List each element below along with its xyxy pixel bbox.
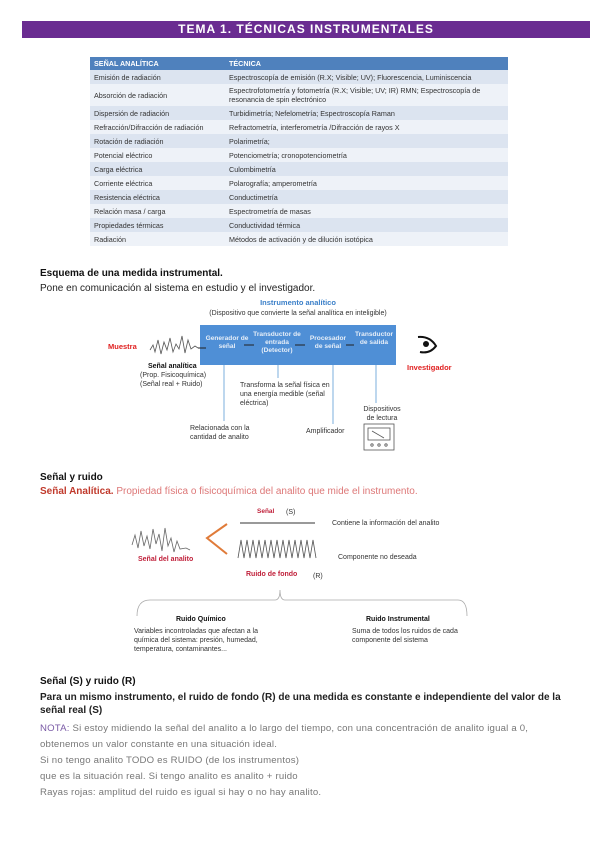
signal-cell: Dispersión de radiación [90, 106, 225, 120]
technique-cell: Polarografía; amperometría [225, 176, 508, 190]
section-title: Esquema de una medida instrumental. [40, 268, 223, 279]
technique-cell: Refractometría, interferometría /Difracción de rayos X [225, 120, 508, 134]
note-transduce: Transforma la señal física en una energía medible (señal eléctrica) [240, 382, 330, 407]
signal-cell: Absorción de radiación [90, 84, 225, 106]
signal-cell: Relación masa / carga [90, 204, 225, 218]
brace [137, 590, 467, 616]
instrument-title: Instrumento analítico [260, 298, 336, 307]
signal-sub1: (Prop. Fisicoquímica) [140, 372, 207, 379]
signal-cell: Carga eléctrica [90, 162, 225, 176]
signal-cell: Rotación de radiación [90, 134, 225, 148]
analito-label: Señal del analito [138, 556, 194, 563]
lead-label: Señal Analítica. [40, 486, 114, 497]
table-header: TÉCNICA [225, 57, 508, 70]
muestra-label: Muestra [108, 342, 137, 351]
senal-s: (S) [286, 509, 296, 516]
inst-noise-title: Ruido Instrumental [366, 616, 430, 623]
signal-cell: Potencial eléctrico [90, 148, 225, 162]
signal-label: Señal analítica [148, 363, 197, 370]
nota-line: Rayas rojas: amplitud del ruido es igual si hay o no hay analito. [40, 787, 322, 798]
note-generator: Relacionada con la cantidad de analito [190, 425, 250, 441]
technique-cell: Métodos de activación y de dilución isotópica [225, 232, 508, 246]
signal-cell: Resistencia eléctrica [90, 190, 225, 204]
noise-wave [238, 540, 316, 558]
section-text: Para un mismo instrumento, el ruido de fondo (R) de una medida es constante e independiente del valor de la señal real (S) [40, 692, 561, 716]
nota-line: que es la situación real. Si tengo analito es analito + ruido [40, 771, 298, 782]
ruido-label: Ruido de fondo [246, 571, 298, 578]
technique-cell: Culombimetría [225, 162, 508, 176]
chem-noise-title: Ruido Químico [176, 616, 226, 623]
topic-banner: TEMA 1. TÉCNICAS INSTRUMENTALES [22, 21, 590, 38]
nota-block [40, 721, 580, 801]
technique-cell: Turbidimetría; Nefelometría; Espectroscopía Raman [225, 106, 508, 120]
technique-cell: Espectrofotometría y fotometría (R.X; Visible; UV; IR) RMN; Espectroscopía de resonancia de spin electrónico [225, 84, 508, 106]
technique-cell: Espectrometría de masas [225, 204, 508, 218]
signal-cell: Radiación [90, 232, 225, 246]
analyte-wave [132, 528, 190, 552]
nota-line: Si no tengo analito TODO es RUIDO (de los instrumentos) [40, 755, 300, 766]
ruido-desc: Componente no deseada [338, 554, 417, 561]
technique-cell: Conductividad térmica [225, 218, 508, 232]
signal-cell: Refracción/Difracción de radiación [90, 120, 225, 134]
signal-cell: Corriente eléctrica [90, 176, 225, 190]
signal-cell: Emisión de radiación [90, 70, 225, 84]
technique-cell: Polarimetría; [225, 134, 508, 148]
investigador-label: Investigador [407, 363, 452, 372]
nota-text: Si estoy midiendo la señal del analito a lo largo del tiempo, con una concentración de analito igual a 0, obtenemos un valor constante en una situación ideal. [40, 723, 529, 750]
instrument-subtitle: (Dispositivo que convierte la señal analítica en inteligible) [209, 310, 387, 317]
stage-input-transducer: Transductor de entrada (Detector) [253, 331, 301, 354]
stage-generator: Generador de señal [205, 335, 249, 350]
inst-noise-text: Suma de todos los ruidos de cada componente del sistema [352, 628, 458, 644]
ruido-r: (R) [313, 573, 323, 580]
section-title: Señal (S) y ruido (R) [40, 676, 136, 687]
chem-noise-text: Variables incontroladas que afectan a la química del sistema: presión, humedad, temperatura, contaminantes... [134, 628, 259, 653]
lead-text: Propiedad física o fisicoquímica del analito que mide el instrumento. [113, 486, 418, 497]
signal-cell: Propiedades térmicas [90, 218, 225, 232]
technique-cell: Espectroscopía de emisión (R.X; Visible; UV); Fluorescencia, Luminiscencia [225, 70, 508, 84]
technique-cell: Potenciometría; cronopotenciometría [225, 148, 508, 162]
split-arrow [207, 524, 227, 554]
stage-output-transducer: Transductor de salida [354, 331, 394, 346]
technique-cell: Conductimetría [225, 190, 508, 204]
senal-desc: Contiene la información del analito [332, 520, 440, 527]
note-processor: Amplificador [306, 428, 345, 435]
stage-processor: Procesador de señal [309, 335, 347, 350]
section-text: Pone en comunicación al sistema en estudio y el investigador. [40, 283, 316, 294]
signal-sub2: (Señal real + Ruido) [140, 381, 203, 388]
table-header: SEÑAL ANALÍTICA [90, 57, 225, 70]
section-title: Señal y ruido [40, 472, 103, 483]
nota-label: NOTA: [40, 723, 70, 734]
note-output: Dispositivos de lectura [363, 406, 401, 422]
senal-label: Señal [257, 508, 275, 515]
